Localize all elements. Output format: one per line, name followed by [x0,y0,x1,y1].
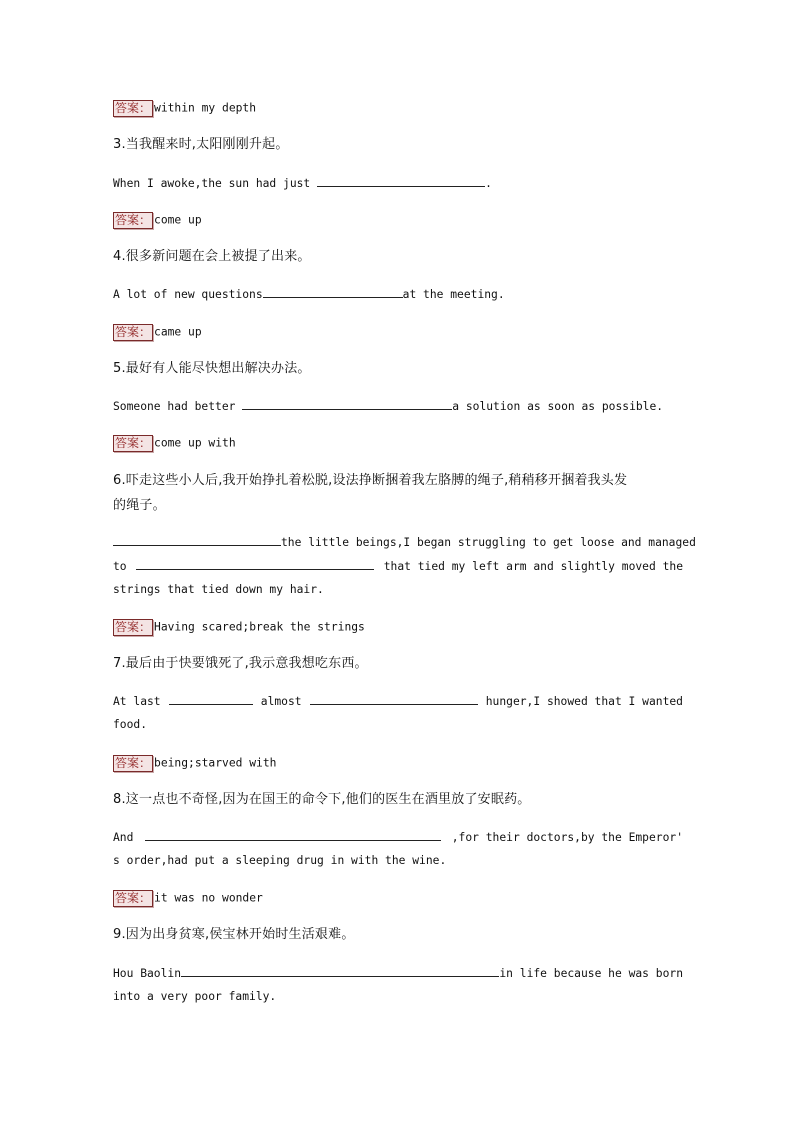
question-text: Someone had better [113,400,236,413]
question-3-english [113,175,683,192]
question-text: Hou Baolin [113,967,182,980]
answer-label: 答案： [115,325,152,339]
answer-row-7 [113,755,683,772]
answer-label: 答案： [115,213,152,227]
answer-blank[interactable] [263,286,403,298]
question-8-english-line2: s order,had put a sleeping drug in with the wine. [113,854,447,867]
question-text: A lot of new questions [113,288,263,301]
question-6-chinese-line1: 6.吓走这些小人后,我开始挣扎着松脱,设法挣断捆着我左胳膊的绳子,稍稍移开捆着我头发 [113,473,628,488]
question-6-english-line3: strings that tied down my hair. [113,583,324,596]
question-text: the little beings,I began struggling to get loose and managed [281,536,696,549]
question-4-english [113,286,683,303]
question-text: hunger,I showed that I wanted [485,695,683,708]
question-8-english-line1 [113,829,683,846]
answer-text: Having scared;break the strings [154,620,365,634]
answer-label: 答案： [115,756,152,770]
question-text: When I awoke,the sun had just [113,177,311,190]
question-4-chinese: 4.很多新问题在会上被提了出来。 [113,249,311,264]
answer-blank[interactable] [169,693,253,705]
question-8-chinese: 8.这一点也不奇怪,因为在国王的命令下,他们的医生在酒里放了安眠药。 [113,792,531,807]
question-5-english [113,398,683,415]
answer-text: being;starved with [154,756,277,770]
answer-label: 答案： [115,101,152,115]
answer-row-4 [113,324,683,341]
question-7-english-line2: food. [113,718,148,731]
question-text: that tied my left arm and slightly moved the [383,560,683,573]
question-5-chinese: 5.最好有人能尽快想出解决办法。 [113,361,311,376]
question-9-english-line1 [113,965,683,982]
answer-blank[interactable] [317,175,485,187]
answer-blank[interactable] [181,965,499,977]
question-9-chinese: 9.因为出身贫寒,侯宝林开始时生活艰难。 [113,927,355,942]
answer-text: came up [154,325,202,339]
question-text: At last [113,695,161,708]
question-7-chinese: 7.最后由于快要饿死了,我示意我想吃东西。 [113,656,368,671]
question-text: at the meeting. [402,288,505,301]
question-text: in life because he was born [499,967,683,980]
question-9-english-line2: into a very poor family. [113,990,277,1003]
answer-label: 答案： [115,891,152,905]
question-text: a solution as soon as possible. [452,400,664,413]
question-text: almost [260,695,302,708]
answer-blank[interactable] [242,398,452,410]
answer-row-3 [113,212,683,229]
answer-label: 答案： [115,620,152,634]
answer-text: come up [154,213,202,227]
question-6-english-line2 [113,558,683,575]
answer-blank[interactable] [310,693,478,705]
answer-row-5 [113,435,683,452]
question-6-chinese-line2: 的绳子。 [113,498,166,513]
answer-row-8 [113,890,683,907]
answer-text: come up with [154,436,236,450]
question-3-chinese: 3.当我醒来时,太阳刚刚升起。 [113,137,289,152]
question-text: to [113,560,127,573]
answer-row-2 [113,100,683,117]
answer-blank[interactable] [136,558,374,570]
question-7-english-line1 [113,693,683,710]
answer-text: within my depth [154,101,257,115]
answer-row-6 [113,619,683,636]
question-6-english-line1 [113,534,696,551]
answer-blank[interactable] [113,534,281,546]
question-text: . [485,177,492,190]
question-text: And [113,831,134,844]
question-text: ,for their doctors,by the Emperor' [451,831,683,844]
answer-text: it was no wonder [154,891,263,905]
answer-label: 答案： [115,436,152,450]
answer-blank[interactable] [145,829,441,841]
